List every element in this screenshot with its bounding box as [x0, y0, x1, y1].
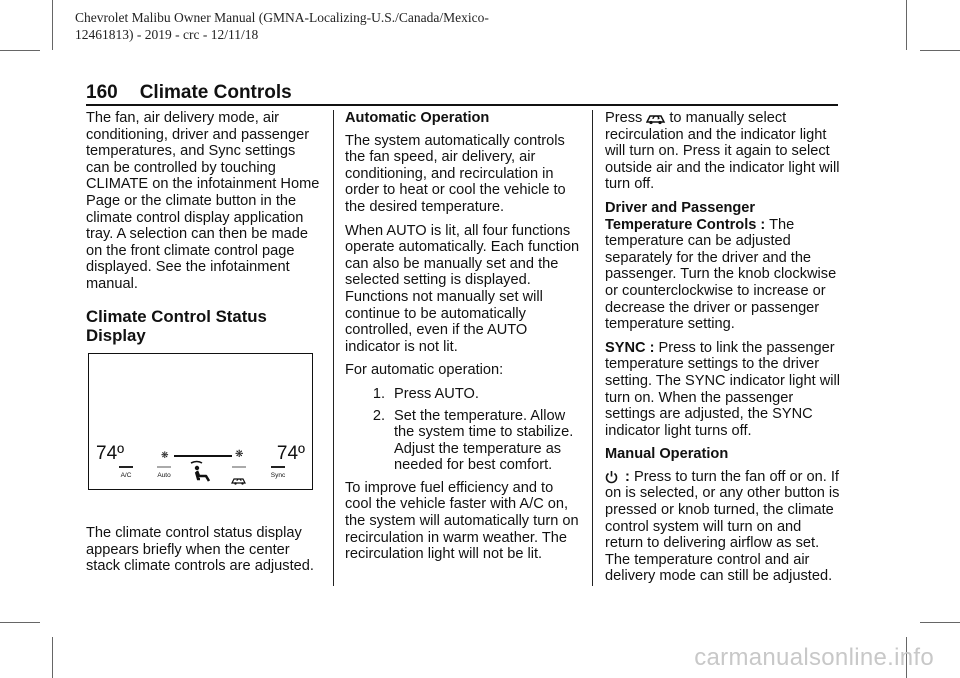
step-number: 1. — [372, 385, 385, 402]
step-text: Set the temperature. Allow the system time to stabilize. Adjust the temperature as needed for best comfort. — [394, 407, 574, 474]
document-header — [75, 9, 635, 43]
list-item — [345, 408, 581, 474]
crop-mark — [0, 50, 40, 51]
fan-high-icon: ❋ — [235, 449, 244, 460]
recirculation-indicator — [224, 466, 254, 490]
page-title — [86, 82, 838, 104]
climate-status-display-figure — [88, 353, 313, 490]
caption-paragraph: The climate control status display appears briefly when the center stack climate controls are adjusted. — [86, 525, 314, 575]
power-icon — [605, 470, 618, 484]
power-paragraph — [605, 469, 841, 585]
status-display-heading: Climate Control Status Display — [86, 306, 267, 345]
title-rule — [86, 104, 838, 106]
intro-paragraph: The fan, air delivery mode, air conditioning, driver and passenger temperatures, and Sync settings can be controlled by touching CLIMATE on the infotainment Home Page or the climate button in the climate control display application tray. A selection can then be made on the front climate control page displayed. See the infotainment manual. — [86, 110, 320, 292]
section-title: Climate Controls — [139, 82, 292, 103]
driver-passenger-text: The temperature can be adjusted separately for the driver and the passenger. Turn the knob clockwise or counterclockwise to increase or decrease the driver or passenger temperature setting. — [605, 216, 837, 333]
crop-mark — [920, 50, 960, 51]
list-item — [345, 386, 581, 403]
passenger-temperature: 74º — [276, 443, 305, 464]
step-text: Press AUTO. — [394, 385, 479, 402]
column-divider — [592, 110, 593, 586]
auto-paragraph-4: To improve fuel efficiency and to cool the vehicle faster with A/C on, the system will automatically turn on recirculation in warm weather. The recirculation light will not be lit. — [345, 479, 579, 563]
auto-paragraph-2: When AUTO is lit, all four functions operate automatically. Each function can also be manually set and the selected setting is displayed. Functions not manually set will continue to be automatically controlled, even if the AUTO indicator is not lit. — [345, 222, 580, 355]
auto-steps-list — [345, 386, 581, 474]
crop-mark — [52, 637, 53, 678]
fan-speed-bar — [174, 455, 232, 457]
recirculation-icon — [231, 476, 247, 485]
recirculation-description: to manually select recirculation and the indicator light will turn on. Press it again to select outside air and the indicator light will turn off. — [605, 110, 840, 193]
auto-label: Auto — [157, 471, 171, 479]
auto-paragraph-3: For automatic operation: — [345, 362, 504, 379]
ac-indicator — [111, 466, 141, 480]
air-delivery-mode-icon — [188, 460, 214, 484]
figure-caption — [86, 525, 322, 582]
document-header-line-1: Chevrolet Malibu Owner Manual (GMNA-Localizing-U.S./Canada/Mexico- — [75, 10, 489, 25]
crop-mark — [920, 622, 960, 623]
automatic-operation-heading: Automatic Operation — [345, 110, 490, 126]
driver-temperature: 74º — [96, 443, 125, 464]
column-left — [86, 110, 322, 345]
document-header-line-2: 12461813) - 2019 - crc - 12/11/18 — [75, 27, 259, 42]
watermark: carmanualsonline.info — [694, 644, 934, 671]
driver-passenger-term: Driver and Passenger Temperature Controls : — [605, 199, 766, 233]
power-text: Press to turn the fan off or on. If on is selected, or any other button is pressed or knob turned, the climate control system will turn on and return to delivering airflow as set. The temperature control and air delivery mode can still be adjusted. — [605, 468, 840, 585]
column-divider — [333, 110, 334, 586]
sync-text: Press to link the passenger temperature settings to the driver setting. The SYNC indicator light will turn on. When the passenger settings are adjusted, the SYNC indicator light turns off. — [605, 339, 840, 439]
sync-label: Sync — [270, 471, 286, 479]
crop-mark — [52, 0, 53, 50]
crop-mark — [906, 0, 907, 50]
crop-mark — [0, 622, 40, 623]
step-number: 2. — [372, 407, 385, 424]
ac-label: A/C — [120, 471, 132, 479]
manual-operation-heading: Manual Operation — [605, 446, 729, 463]
sync-term: SYNC : — [605, 339, 655, 356]
auto-indicator — [149, 466, 179, 480]
recirculation-paragraph — [605, 110, 841, 193]
column-middle — [345, 110, 581, 570]
recirculation-icon — [646, 111, 666, 125]
recirculation-press: Press — [605, 110, 643, 126]
fan-low-icon: ❋ — [161, 450, 169, 460]
sync-indicator — [263, 466, 293, 480]
sync-paragraph — [605, 340, 841, 440]
driver-passenger-paragraph — [605, 200, 841, 333]
page-number: 160 — [86, 82, 118, 103]
auto-paragraph-1: The system automatically controls the fan speed, air delivery, air conditioning, and recirculation in order to heat or cool the vehicle to the desired temperature. — [345, 132, 566, 215]
column-right — [605, 110, 841, 592]
power-separator: : — [621, 468, 630, 485]
